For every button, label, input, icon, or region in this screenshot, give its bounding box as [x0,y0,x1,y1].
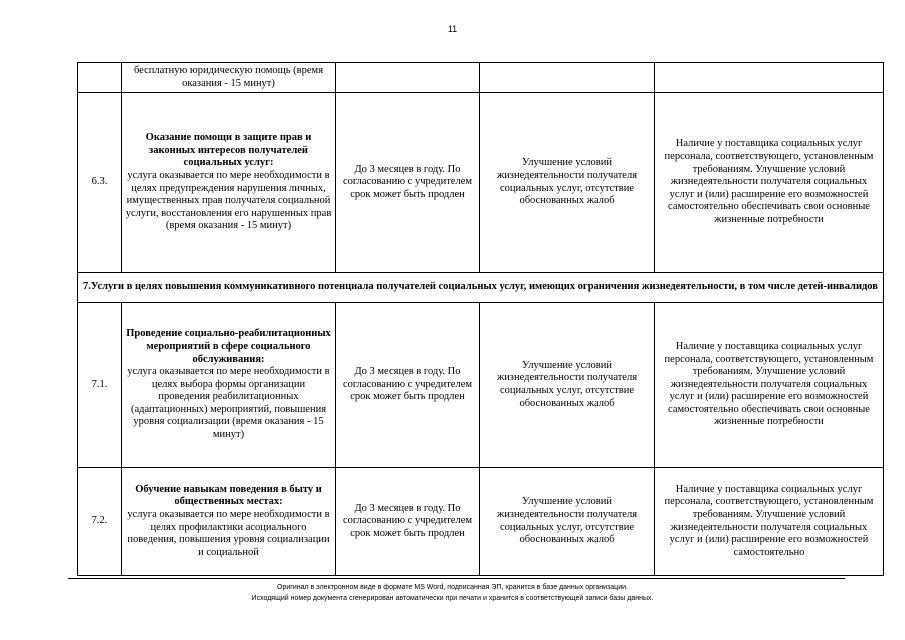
footer-divider [68,578,845,579]
result-cell: Улучшение условий жизнедеятельности получателя социальных услуг, отсутствие обоснованных жалоб [480,303,655,468]
term-cell [336,63,480,93]
result-cell: Улучшение условий жизнедеятельности получателя социальных услуг, отсутствие обоснованных жалоб [480,93,655,273]
service-description: услуга оказывается по мере необходимости в целях выбора формы организации проведения реабилитационных (адаптационных) мероприятий, повышения уровня социализации (время оказания - 15 минут) [127,366,330,441]
section-heading: 7.Услуги в целях повышения коммуникативного потенциала получателей социальных услуг, имеющих ограничения жизнедеятельности, в том числе детей-инвалидов [78,273,884,303]
table-row [78,93,884,273]
service-title: Проведение социально-реабилитационных мероприятий в сфере социального обслуживания: [126,328,331,365]
service-description: услуга оказывается по мере необходимости в целях предупреждения нарушения личных, имущественных прав получателя социальной услуги, восстановления его нарушенных прав (время оказания - 15 минут) [125,169,332,232]
service-cell [122,93,336,273]
row-number: 7.1. [78,303,122,468]
table-row [78,63,884,93]
services-table [77,62,884,576]
term-cell: До 3 месяцев в году. По согласованию с учредителем срок может быть продлен [336,93,480,273]
footer-note-number: Исходящий номер документа сгенерирован автоматически при печати и хранится в соответствующей записи базы данных. [251,595,654,602]
service-cell [122,303,336,468]
row-number: 7.2. [78,468,122,576]
term-cell: До 3 месяцев в году. По согласованию с учредителем срок может быть продлен [336,303,480,468]
table-row [78,468,884,576]
footer-note-original: Оригинал в электронном виде в формате MS Word, подписанная ЭП, хранится в базе данных организации. [277,584,628,591]
section-row [78,273,884,303]
page-number: 11 [447,24,458,34]
service-description: услуга оказывается по мере необходимости в целях профилактики асоциального поведения, повышения уровня социализации и социальной [127,508,330,558]
service-title: Обучение навыкам поведения в быту и общественных местах: [135,483,322,508]
num-cell [78,63,122,93]
service-cell: бесплатную юридическую помощь (время оказания - 15 минут) [122,63,336,93]
table-row [78,303,884,468]
result-cell [480,63,655,93]
service-title: Оказание помощи в защите прав и законных интересов получателей социальных услуг: [145,132,312,169]
conditions-cell: Наличие у поставщика социальных услуг персонала, соответствующего, установленным требованиям. Улучшение условий жизнедеятельности получателя социальных услуг и (или) расширение его возможностей самостоятельно обеспечивать свои основные жизненные потребности [655,93,884,273]
service-cell [122,468,336,576]
term-cell: До 3 месяцев в году. По согласованию с учредителем срок может быть продлен [336,468,480,576]
result-cell: Улучшение условий жизнедеятельности получателя социальных услуг, отсутствие обоснованных жалоб [480,468,655,576]
conditions-cell: Наличие у поставщика социальных услуг персонала, соответствующего, установленным требованиям. Улучшение условий жизнедеятельности получателя социальных услуг и (или) расширение его возможностей самостоятельно [655,468,884,576]
conditions-cell [655,63,884,93]
conditions-cell: Наличие у поставщика социальных услуг персонала, соответствующего, установленным требованиям. Улучшение условий жизнедеятельности получателя социальных услуг и (или) расширение его возможностей самостоятельно обеспечивать свои основные жизненные потребности [655,303,884,468]
row-number: 6.3. [78,93,122,273]
